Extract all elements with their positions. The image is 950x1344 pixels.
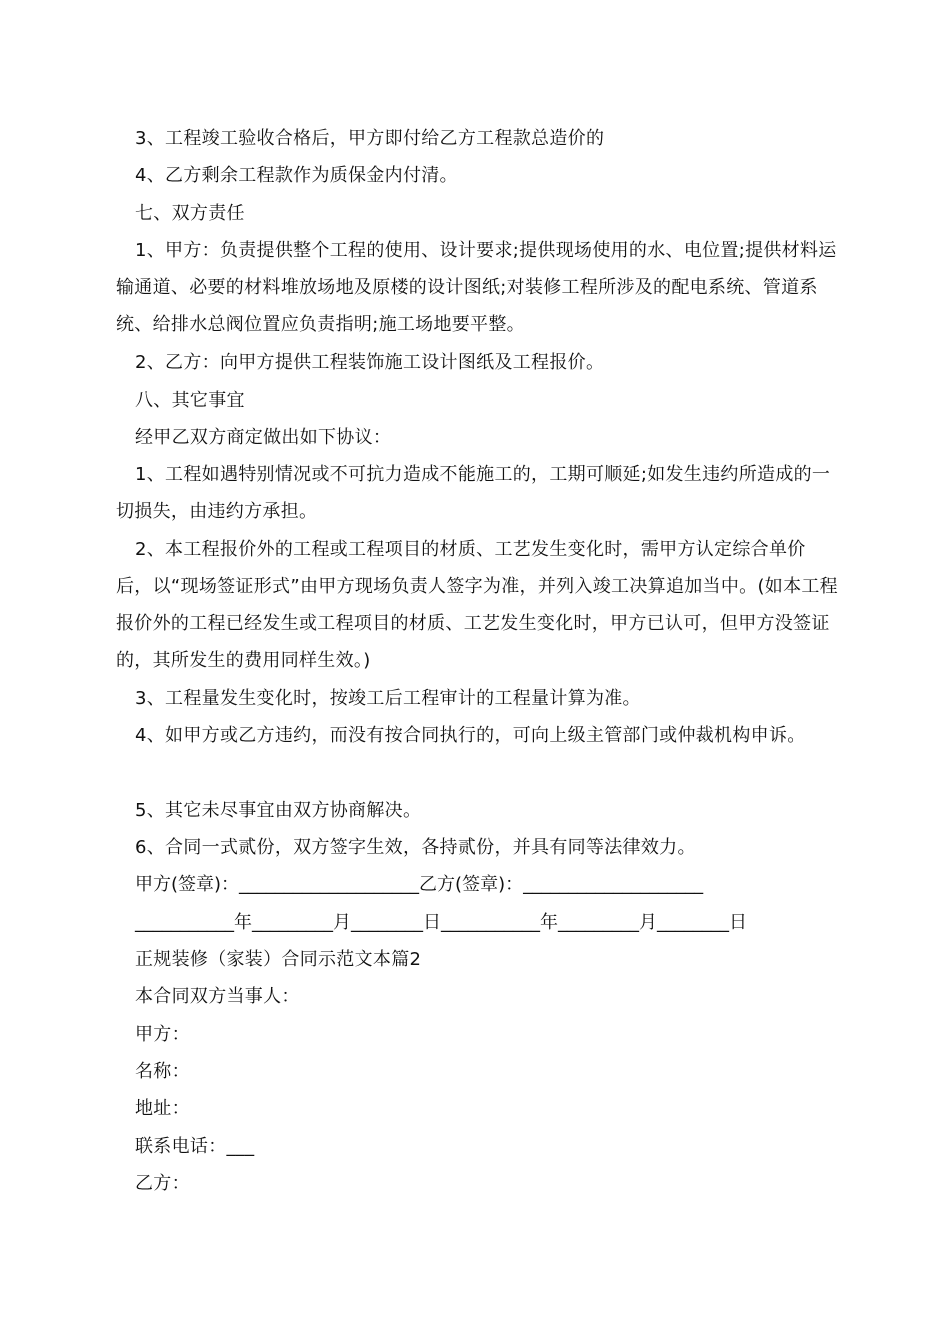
heading-other-matters: 八、其它事宜	[135, 390, 245, 411]
paragraph-party-a-duties: 1、甲方：负责提供整个工程的使用、设计要求;提供现场使用的水、电位置;提供材料运输通道、必要的材料堆放场地及原楼的设计图纸;对装修工程所涉及的配电系统、管道系统、给排水总阀位置应负责指明;施工场地要平整。	[116, 240, 837, 335]
name-label: 名称：	[135, 1061, 190, 1082]
signature-line: 甲方(签章)：____________________乙方(签章)：____________________	[135, 874, 704, 895]
paragraph-unresolved-matters: 5、其它未尽事宜由双方协商解决。	[135, 800, 422, 821]
paragraph-payment-3: 3、工程竣工验收合格后，甲方即付给乙方工程款总造价的	[135, 128, 605, 149]
section2-parties-label: 本合同双方当事人：	[135, 986, 300, 1007]
paragraph-force-majeure: 1、工程如遇特别情况或不可抗力造成不能施工的，工期可顺延;如发生违约所造成的一切损失，由违约方承担。	[116, 464, 831, 522]
paragraph-party-b-duties: 2、乙方：向甲方提供工程装饰施工设计图纸及工程报价。	[135, 352, 605, 373]
paragraph-price-changes: 2、本工程报价外的工程或工程项目的材质、工艺发生变化时，需甲方认定综合单价后，以“现场签证形式”由甲方现场负责人签字为准，并列入竣工决算追加当中。(如本工程报价外的工程已经发生或工程项目的材质、工艺发生变化时，甲方已认可，但甲方没签证的，其所发生的费用同样生效。)	[116, 539, 838, 671]
date-line: ___________年_________月________日___________年_________月________日	[135, 912, 747, 933]
phone-label: 联系电话：___	[135, 1136, 255, 1157]
paragraph-breach: 4、如甲方或乙方违约，而没有按合同执行的，可向上级主管部门或仲裁机构申诉。	[135, 725, 806, 746]
section2-title: 正规装修（家装）合同示范文本篇2	[135, 949, 422, 970]
party-a-label: 甲方：	[135, 1024, 190, 1045]
paragraph-quantity-changes: 3、工程量发生变化时，按竣工后工程审计的工程量计算为准。	[135, 688, 641, 709]
address-label: 地址：	[135, 1098, 190, 1119]
party-b-label: 乙方：	[135, 1173, 190, 1194]
heading-responsibilities: 七、双方责任	[135, 203, 245, 224]
paragraph-agreement-intro: 经甲乙双方商定做出如下协议：	[135, 427, 392, 448]
paragraph-copies: 6、合同一式贰份，双方签字生效，各持贰份，并具有同等法律效力。	[135, 837, 696, 858]
paragraph-payment-4: 4、乙方剩余工程款作为质保金内付清。	[135, 165, 458, 186]
